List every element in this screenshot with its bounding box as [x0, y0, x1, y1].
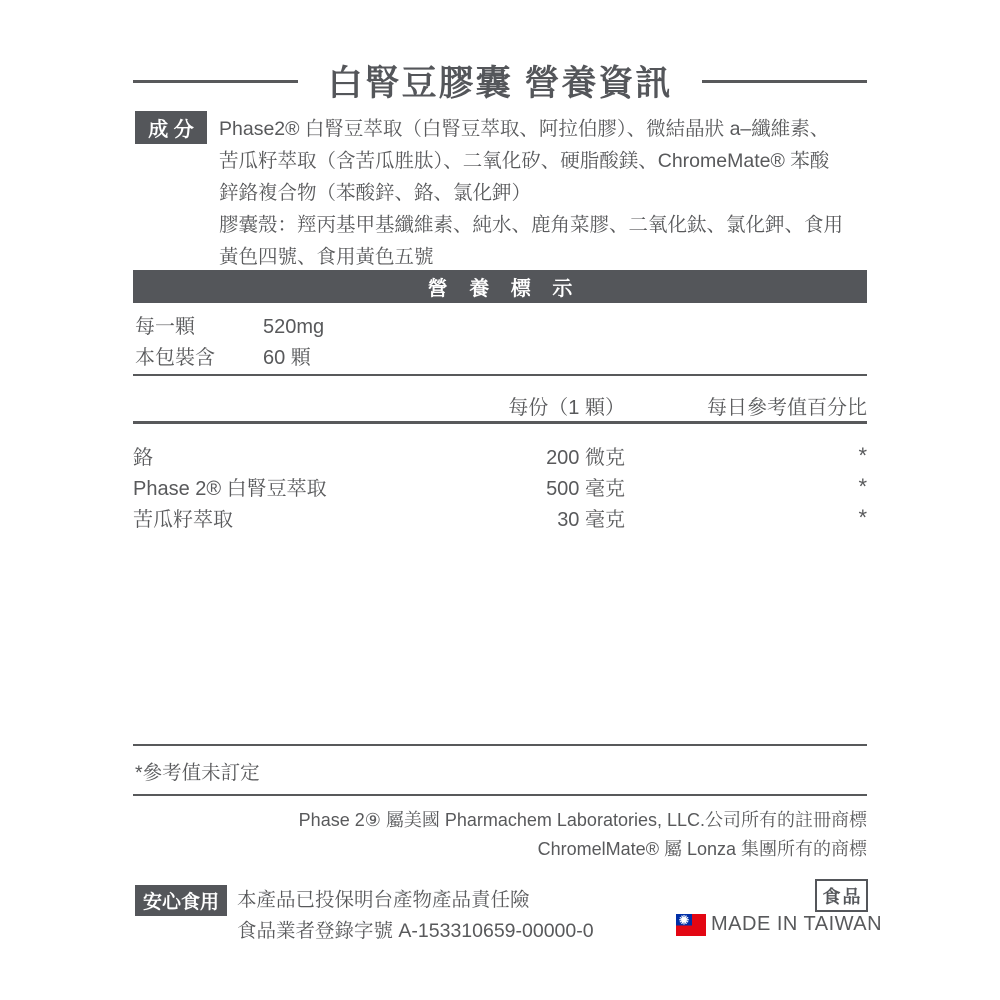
- page-title: 白腎豆膠囊 營養資訊: [327, 64, 673, 103]
- package-count-label: 本包裝含: [135, 347, 215, 369]
- nutrition-table-header: [133, 391, 867, 420]
- table-header-divider: [133, 421, 867, 424]
- ingredients-label-badge: 成 分: [135, 111, 207, 144]
- ingredients-line: 苦瓜籽萃取（含苦瓜胜肽）、二氧化矽、硬脂酸鎂、ChromeMate® 苯酸: [219, 150, 830, 172]
- reference-value-footnote: *參考值未訂定: [135, 762, 260, 784]
- separator-line: [133, 794, 867, 796]
- package-count-row: [135, 343, 867, 374]
- ingredients-line: Phase2® 白腎豆萃取（白腎豆萃取、阿拉伯膠）、微結晶狀 a–纖維素、: [219, 118, 830, 140]
- table-row: [133, 502, 867, 533]
- safety-section: [135, 885, 594, 947]
- nutrient-daily-value: *: [858, 473, 867, 499]
- daily-value-column-header: 每日參考值百分比: [707, 397, 867, 419]
- table-row: [133, 440, 867, 471]
- per-capsule-row: [135, 312, 867, 343]
- ingredients-line: 黃色四號、食用黃色五號: [219, 246, 434, 268]
- ingredients-section: [135, 111, 869, 273]
- insurance-text: 本產品已投保明台產物產品責任險: [237, 889, 530, 911]
- safety-texts: [237, 885, 594, 947]
- nutrient-daily-value: *: [858, 504, 867, 530]
- per-capsule-value: 520mg: [263, 316, 325, 338]
- package-count-value: 60 顆: [263, 347, 311, 369]
- page-title-row: [133, 56, 867, 106]
- ingredients-line: 膠囊殼：羥丙基甲基纖維素、純水、鹿角菜膠、二氧化鈦、氯化鉀、食用: [219, 214, 844, 236]
- made-in-taiwan-text: MADE IN TAIWAN: [711, 913, 883, 935]
- nutrient-amount: 500 毫克: [546, 478, 625, 500]
- taiwan-flag-icon: [676, 914, 706, 936]
- separator-line: [133, 744, 867, 746]
- trademark-line-chromemate: ChromelMate® 屬 Lonza 集團所有的商標: [537, 839, 867, 859]
- ingredients-text: [219, 113, 843, 273]
- nutrient-name: 鉻: [133, 447, 153, 469]
- nutrition-facts-header-bar: 營 養 標 示: [133, 270, 867, 303]
- nutrient-amount: 200 微克: [546, 447, 625, 469]
- nutrient-name: 苦瓜籽萃取: [133, 509, 233, 531]
- food-category-badge: 食品: [815, 879, 868, 912]
- title-divider-right: [702, 80, 867, 83]
- nutrient-name: Phase 2® 白腎豆萃取: [133, 478, 327, 500]
- title-divider-left: [133, 80, 298, 83]
- nutrition-table-body: [133, 440, 867, 533]
- registration-number-text: 食品業者登錄字號 A-153310659-00000-0: [237, 920, 594, 942]
- ingredients-line: 鋅鉻複合物（苯酸鋅、鉻、氯化鉀）: [219, 182, 532, 204]
- nutrient-daily-value: *: [858, 442, 867, 468]
- nutrient-amount: 30 毫克: [557, 509, 625, 531]
- separator-line: [133, 374, 867, 376]
- nutrient-column-spacer: [133, 391, 465, 420]
- made-in-taiwan: [676, 913, 882, 936]
- trademark-line-phase2: Phase 2⑨ 屬美國 Pharmachem Laboratories, LLC.公司所有的註冊商標: [298, 810, 867, 830]
- per-serving-column-header: 每份（1 顆）: [508, 397, 625, 419]
- trademark-notices: [133, 806, 867, 864]
- serving-info: [135, 312, 867, 374]
- safety-label-badge: 安心食用: [135, 885, 227, 916]
- per-capsule-label: 每一顆: [135, 316, 195, 338]
- table-row: [133, 471, 867, 502]
